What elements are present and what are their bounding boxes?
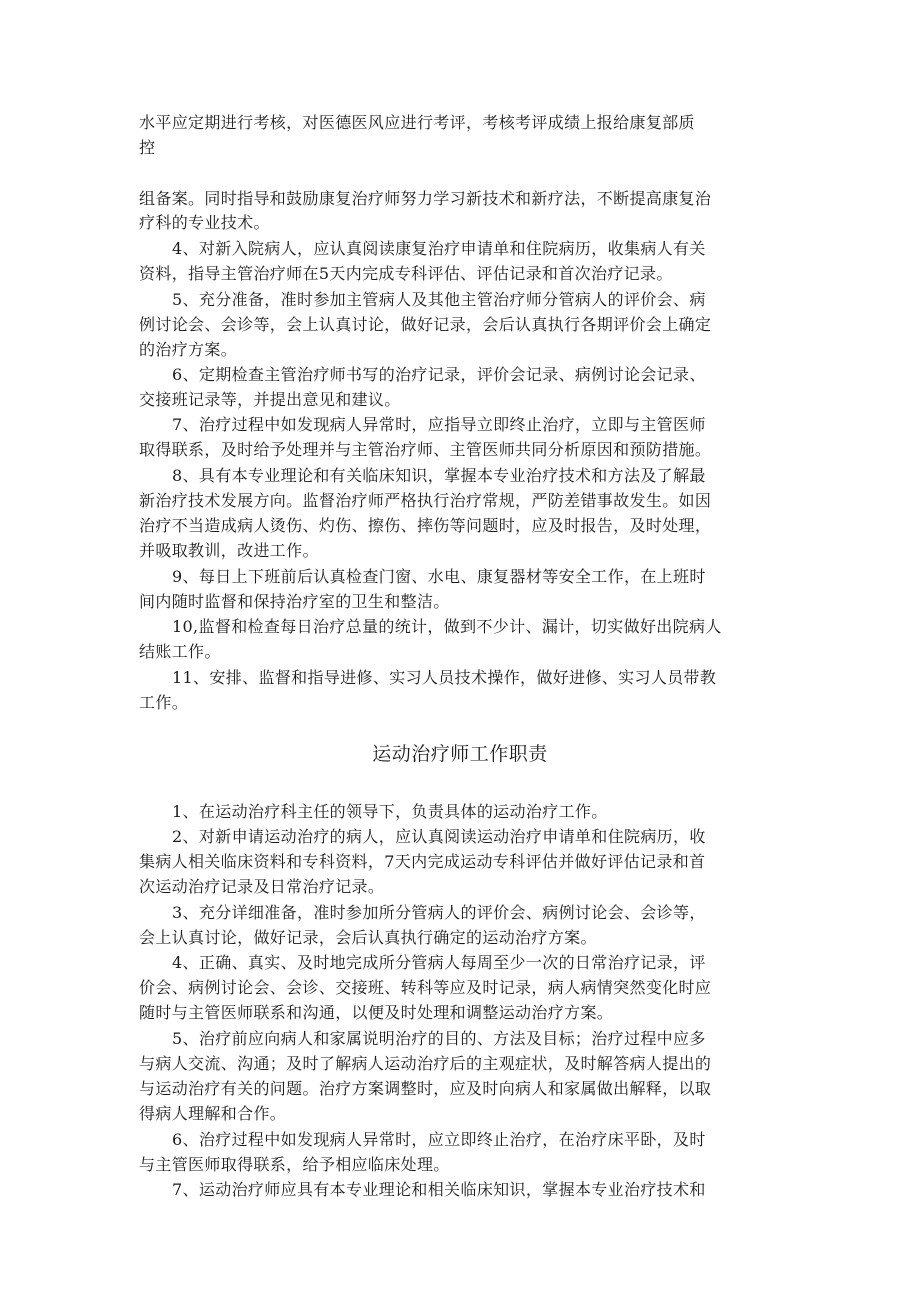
text-line: 次运动治疗记录及日常治疗记录。 xyxy=(139,877,385,896)
text-line: 治疗不当造成病人烫伤、灼伤、擦伤、摔伤等问题时，应及时报告，及时处理， xyxy=(139,516,712,535)
text-line: 交接班记录等，并提出意见和建议。 xyxy=(139,390,401,409)
text-line: 工作。 xyxy=(139,693,189,712)
text-line: 控 xyxy=(139,138,156,157)
text-line: 例讨论会、会诊等，会上认真讨论，做好记录，会后认真执行各期评价会上确定 xyxy=(139,315,712,334)
text-line: 6、治疗过程中如发现病人异常时，应立即终止治疗，在治疗床平卧，及时 xyxy=(172,1130,706,1149)
text-line: 7、运动治疗师应具有本专业理论和相关临床知识，掌握本专业治疗技术和 xyxy=(172,1180,706,1199)
text-line: 1、在运动治疗科主任的领导下，负责具体的运动治疗工作。 xyxy=(172,802,608,821)
section-heading: 运动治疗师工作职责 xyxy=(372,743,548,765)
text-line: 新治疗技术发展方向。监督治疗师严格执行治疗常规，严防差错事故发生。如因 xyxy=(139,491,712,510)
text-line: 8、具有本专业理论和有关临床知识，掌握本专业治疗技术和方法及了解最 xyxy=(172,466,706,485)
text-line: 水平应定期进行考核，对医德医风应进行考评，考核考评成绩上报给康复部质 xyxy=(139,113,695,132)
text-line: 并吸取教训，改进工作。 xyxy=(139,541,319,560)
text-line: 组备案。同时指导和鼓励康复治疗师努力学习新技术和新疗法，不断提高康复治 xyxy=(139,189,712,208)
text-line: 的治疗方案。 xyxy=(139,340,238,359)
text-line: 5、充分准备，准时参加主管病人及其他主管治疗师分管病人的评价会、病 xyxy=(172,290,706,309)
text-line: 10,监督和检查每日治疗总量的统计，做到不少计、漏计，切实做好出院病人 xyxy=(172,617,722,636)
text-line: 5、治疗前应向病人和家属说明治疗的目的、方法及目标；治疗过程中应多 xyxy=(172,1029,706,1048)
text-line: 7、治疗过程中如发现病人异常时，应指导立即终止治疗，立即与主管医师 xyxy=(172,415,706,434)
text-line: 资料，指导主管治疗师在5天内完成专科评估、评估记录和首次治疗记录。 xyxy=(139,264,673,283)
text-line: 与主管医师取得联系，给予相应临床处理。 xyxy=(139,1155,450,1174)
text-line: 随时与主管医师联系和沟通，以便及时处理和调整运动治疗方案。 xyxy=(139,1003,614,1022)
text-line: 疗科的专业技术。 xyxy=(139,213,270,232)
text-line: 得病人理解和合作。 xyxy=(139,1104,287,1123)
text-line: 与病人交流、沟通；及时了解病人运动治疗后的主观症状，及时解答病人提出的 xyxy=(139,1054,712,1073)
text-line: 会上认真讨论，做好记录，会后认真执行确定的运动治疗方案。 xyxy=(139,928,597,947)
text-line: 间内随时监督和保持治疗室的卫生和整洁。 xyxy=(139,592,450,611)
text-line: 6、定期检查主管治疗师书写的治疗记录，评价会记录、病例讨论会记录、 xyxy=(172,365,706,384)
text-line: 4、对新入院病人，应认真阅读康复治疗申请单和住院病历，收集病人有关 xyxy=(172,239,706,258)
text-line: 取得联系，及时给予处理并与主管治疗师、主管医师共同分析原因和预防措施。 xyxy=(139,440,712,459)
text-line: 结账工作。 xyxy=(139,642,221,661)
text-line: 集病人相关临床资料和专科资料，7天内完成运动专科评估并做好评估记录和首 xyxy=(139,852,706,871)
text-line: 与运动治疗有关的问题。治疗方案调整时，应及时向病人和家属做出解释，以取 xyxy=(139,1079,712,1098)
text-line: 4、正确、真实、及时地完成所分管病人每周至少一次的日常治疗记录，评 xyxy=(172,953,706,972)
text-line: 价会、病例讨论会、会诊、交接班、转科等应及时记录，病人病情突然变化时应 xyxy=(139,978,712,997)
text-line: 2、对新申请运动治疗的病人，应认真阅读运动治疗申请单和住院病历，收 xyxy=(172,827,706,846)
text-line: 11、安排、监督和指导进修、实习人员技术操作，做好进修、实习人员带教 xyxy=(172,668,717,687)
text-line: 9、每日上下班前后认真检查门窗、水电、康复器材等安全工作，在上班时 xyxy=(172,567,706,586)
text-line: 3、充分详细准备，准时参加所分管病人的评价会、病例讨论会、会诊等， xyxy=(172,903,706,922)
